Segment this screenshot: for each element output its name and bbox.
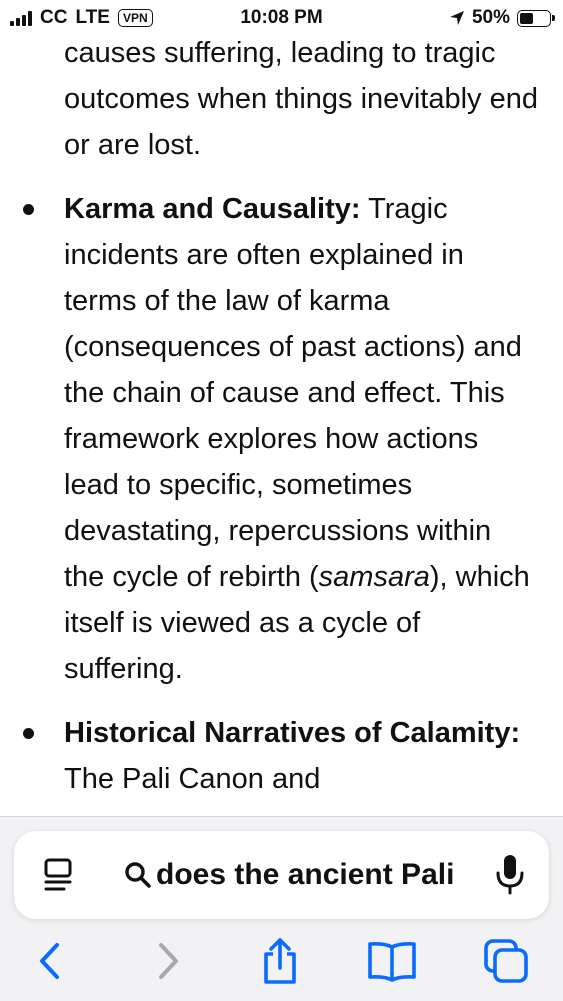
list-item-karma [0,186,563,692]
address-query-text[interactable]: does the ancient Pali [156,858,455,891]
page-menu-icon[interactable] [40,857,76,893]
battery-percentage: 50% [471,7,510,28]
share-button[interactable] [252,933,308,989]
status-bar [0,0,563,36]
search-icon [124,861,152,889]
carrier-name: CC [40,7,68,28]
status-right [449,6,551,30]
bullet-dot [23,728,34,739]
network-type: LTE [75,7,110,28]
intro-paragraph: causes suffering, leading to tragic outcomes when things inevitably end or are lost. [64,37,538,161]
tabs-icon [482,937,530,985]
chevron-left-icon [35,941,65,981]
chevron-right-icon [153,941,183,981]
location-arrow-icon [449,10,465,26]
browser-toolbar [0,816,563,1001]
list-item-text [64,710,539,802]
list-item-italic: samsara [318,561,430,593]
list-item-historical [0,710,563,802]
list-item-body: Tragic incidents are often explained in terms of the law of karma (consequences of past actions) and the chain of cause and effect. This framework explores how actions lead to specific, sometimes devastating, repercussions within the cycle of rebirth ( [64,193,522,593]
bookmarks-button[interactable] [364,933,420,989]
vpn-badge: VPN [118,9,153,27]
battery-fill [520,13,533,24]
list-item-body-end: ), which itself is viewed as a cycle of suffering. [64,561,530,685]
status-time: 10:08 PM [240,7,323,28]
list-item-heading: Historical Narratives of Calamity: [64,717,521,749]
tabs-button[interactable] [478,933,534,989]
share-icon [260,936,300,986]
article-content[interactable] [0,30,563,820]
list-item-text [64,186,539,692]
battery-icon [517,10,551,27]
forward-button[interactable] [140,933,196,989]
list-item-heading: Karma and Causality: [64,193,361,225]
bullet-dot [23,204,34,215]
list-item-body: The Pali Canon and [64,763,321,795]
address-bar[interactable] [14,831,549,919]
book-icon [366,939,418,983]
navigation-row [0,933,563,993]
microphone-icon[interactable] [495,853,525,895]
back-button[interactable] [22,933,78,989]
